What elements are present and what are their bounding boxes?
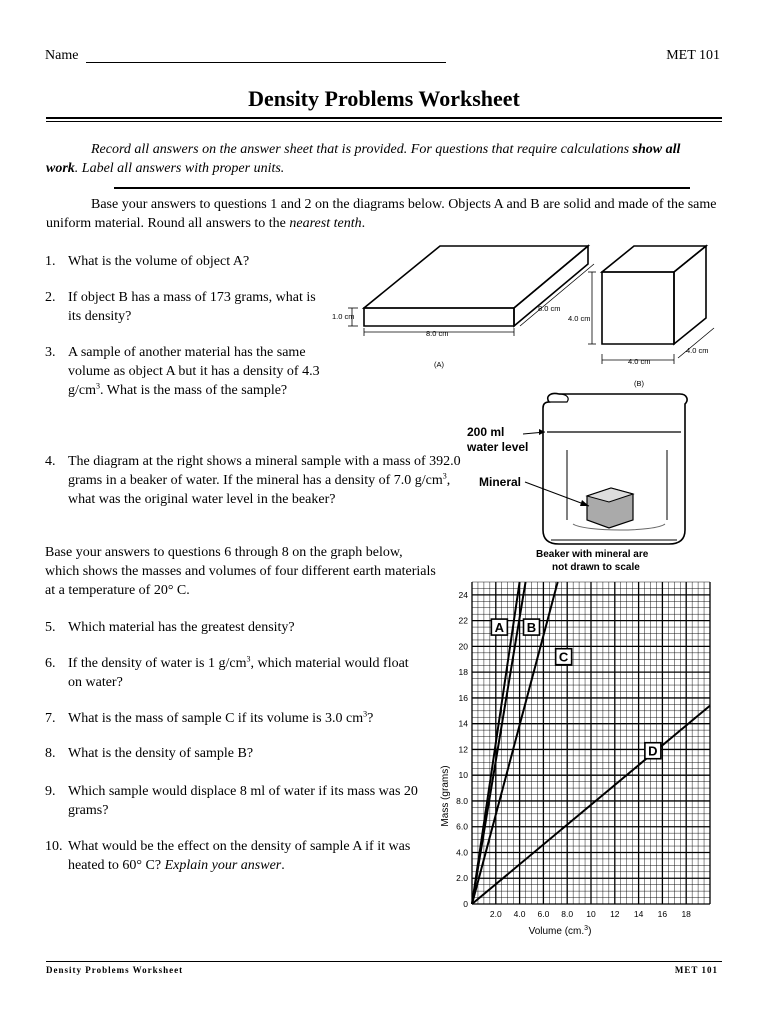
question-5: 5. Which material has the greatest density? — [45, 620, 295, 635]
y-tick-label: 24 — [458, 589, 468, 600]
intro-objects: Base your answers to questions 1 and 2 on the diagrams below. Objects A and B are solid and made of the same uniform material. Round all answers to the nearest tenth. — [46, 197, 717, 231]
mass-volume-graph — [430, 574, 720, 946]
page-title: Density Problems Worksheet — [248, 86, 520, 111]
box-a-top — [364, 246, 588, 308]
question-7: 7. What is the mass of sample C if its volume is 3.0 $cm^3$? — [45, 709, 374, 726]
mineral-label: Mineral — [479, 475, 522, 489]
x-tick-label: 12 — [610, 909, 620, 919]
question-4: 4. The diagram at the right shows a mineral sample with a mass of 392.0 grams in a beaker of water. If the mineral has a density of 7.0 $g/cm^3$, what was the original water level in the beaker? — [45, 454, 461, 507]
box-b-depth: 4.0 cm — [686, 346, 709, 355]
instructions: Record all answers on the answer sheet that is provided. For questions that require calculations show all work. Label all answers with proper units. — [46, 142, 681, 176]
box-b-width: 4.0 cm — [628, 357, 651, 366]
box-a-height: 1.0 cm — [332, 312, 355, 321]
x-tick-label: 8.0 — [561, 909, 574, 919]
box-b-side — [674, 246, 706, 344]
x-tick-label: 6.0 — [537, 909, 550, 919]
course-code: MET 101 — [666, 48, 720, 63]
y-tick-label: 22 — [458, 615, 468, 626]
x-tick-label: 2.0 — [489, 909, 502, 919]
intro-graph: Base your answers to questions 6 through 8 on the graph below, which shows the masses and volumes of four different earth materials at a temperature of 20° C. — [45, 545, 436, 598]
y-tick-labels — [456, 590, 468, 909]
series-label-d: D — [648, 743, 658, 759]
x-axis-label: Volume (cm.$^3$) — [528, 925, 592, 937]
y-tick-label: 18 — [458, 667, 468, 678]
box-a-front — [364, 308, 514, 326]
y-tick-label: 4.0 — [456, 847, 468, 858]
question-10: 10. What would be the effect on the density of sample A if it was heated to 60° C? Explain your answer. — [45, 839, 411, 873]
series-label-b: B — [526, 620, 537, 636]
y-tick-label: 8.0 — [456, 795, 468, 806]
y-tick-label: 16 — [458, 692, 468, 703]
box-b-label: (B) — [634, 379, 644, 388]
box-diagrams — [330, 240, 720, 390]
y-tick-label: 14 — [458, 718, 468, 729]
beaker-caption-1: Beaker with mineral are — [536, 549, 649, 560]
question-8: 8. What is the density of sample B? — [45, 746, 254, 761]
x-tick-label: 18 — [681, 909, 691, 919]
question-1: 1. What is the volume of object A? — [45, 254, 250, 269]
x-tick-label: 16 — [657, 909, 668, 919]
footer-rule — [46, 961, 722, 962]
y-tick-label: 10 — [458, 770, 468, 781]
title-rule-thin — [46, 121, 722, 122]
box-b-height: 4.0 cm — [568, 314, 591, 323]
water-level-label-2: water level — [467, 440, 529, 454]
x-tick-label: 10 — [586, 909, 596, 919]
series-label-a: A — [494, 620, 505, 636]
beaker-diagram — [455, 390, 715, 570]
y-tick-label: 12 — [458, 744, 468, 755]
question-2: 2. If object B has a mass of 173 grams, what is its density? — [45, 290, 316, 324]
question-9: 9. Which sample would displace 8 ml of water if its mass was 20 grams? — [45, 784, 418, 818]
y-axis-label: Mass (grams) — [440, 765, 451, 827]
footer-course: MET 101 — [674, 965, 718, 975]
series-label-c: C — [558, 649, 569, 665]
x-tick-label: 14 — [633, 909, 644, 919]
title-rule-thick — [46, 117, 722, 119]
name-label: Name — [45, 48, 79, 63]
y-tick-label: 20 — [458, 641, 468, 652]
y-tick-label: 6.0 — [456, 821, 468, 832]
box-b-front — [602, 272, 674, 344]
box-a-width: 8.0 cm — [538, 304, 561, 313]
box-a-length: 8.0 cm — [426, 329, 449, 338]
section-divider — [114, 187, 690, 189]
box-a-label: (A) — [434, 360, 444, 369]
x-tick-labels — [490, 909, 691, 919]
y-tick-label: 0 — [463, 899, 468, 909]
x-tick-label: 4.0 — [513, 909, 526, 919]
footer-title: Density Problems Worksheet — [46, 965, 184, 975]
water-level-label-1: 200 ml — [467, 425, 505, 439]
name-line[interactable] — [86, 62, 446, 63]
question-6: 6. If the density of water is 1 $g/cm^3$, which material would float on water? — [45, 654, 409, 690]
question-3: 3. A sample of another material has the same volume as object A but it has a density of 4.3 $g/cm^3$. What is the mass of the sample? — [45, 345, 320, 398]
y-tick-label: 2.0 — [456, 873, 468, 884]
beaker-caption-2: not drawn to scale — [552, 562, 640, 570]
